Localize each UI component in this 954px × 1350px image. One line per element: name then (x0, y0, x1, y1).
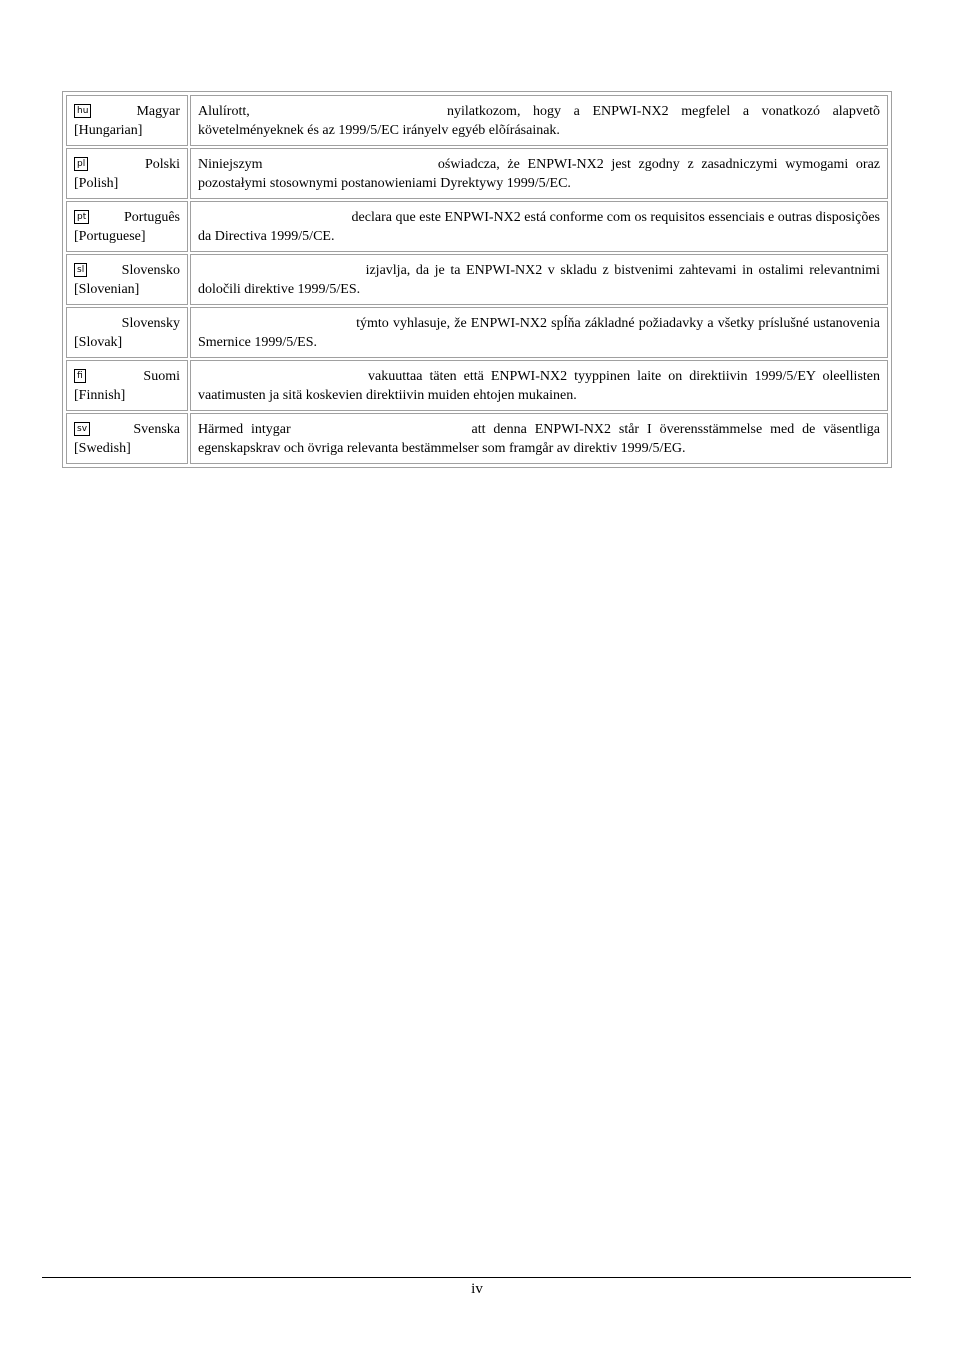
declaration-row (66, 201, 888, 252)
declaration-lead: Alulírott, (198, 104, 250, 119)
declaration-text-cell (190, 307, 888, 358)
flag-icon: sl (74, 263, 87, 277)
language-cell (66, 95, 188, 146)
declaration-row (66, 254, 888, 305)
language-english-name: [Slovak] (74, 335, 123, 350)
language-cell (66, 307, 188, 358)
declaration-rows (66, 95, 888, 464)
language-name: Português (124, 210, 180, 225)
language-english-name: [Polish] (74, 176, 119, 191)
language-name-line (74, 155, 180, 174)
language-name-line (74, 261, 180, 280)
declaration-table-grid (64, 93, 890, 466)
declaration-text-cell (190, 413, 888, 464)
language-name: Magyar (136, 104, 180, 119)
declaration-table (62, 91, 892, 468)
declaration-row (66, 413, 888, 464)
declaration-text: declara que este ENPWI-NX2 está conforme com os requisitos essenciais e outras disposições da Directiva 1999/5/CE. (198, 210, 881, 244)
language-english-name: [Finnish] (74, 388, 126, 403)
declaration-text: att denna ENPWI-NX2 står I överensstämmelse med de väsentliga egenskapskrav och övriga relevanta bestämmelser som framgår av direktiv 1999/5/EG. (198, 422, 881, 456)
language-cell (66, 360, 188, 411)
flag-icon: fi (74, 369, 86, 383)
language-english-name: [Portuguese] (74, 229, 146, 244)
flag-icon: pt (74, 210, 89, 224)
page-number: iv (471, 1281, 483, 1297)
language-name-line (74, 420, 180, 439)
language-cell (66, 201, 188, 252)
language-name: Slovensky (121, 316, 180, 331)
declaration-row (66, 148, 888, 199)
declaration-text-cell (190, 148, 888, 199)
language-name-line (74, 314, 180, 333)
language-cell (66, 254, 188, 305)
declaration-text: nyilatkozom, hogy a ENPWI-NX2 megfelel a vonatkozó alapvetõ követelményeknek és az 1999/5/EC irányelv egyéb elõírásainak. (198, 104, 881, 138)
language-english-name: [Hungarian] (74, 123, 143, 138)
footer-rule (42, 1277, 911, 1278)
declaration-lead: Härmed intygar (198, 422, 291, 437)
language-name: Suomi (143, 369, 180, 384)
declaration-text: vakuuttaa täten että ENPWI-NX2 tyyppinen laite on direktiivin 1999/5/EY oleellisten vaatimusten ja sitä koskevien direktiivin muiden ehtojen mukainen. (198, 369, 881, 403)
declaration-row (66, 95, 888, 146)
declaration-text-cell (190, 95, 888, 146)
flag-icon: pl (74, 157, 88, 171)
language-name-line (74, 102, 180, 121)
language-cell (66, 148, 188, 199)
language-english-name: [Slovenian] (74, 282, 140, 297)
declaration-text: oświadcza, że ENPWI-NX2 jest zgodny z zasadniczymi wymogami oraz pozostałymi stosownymi postanowieniami Dyrektywy 1999/5/EC. (198, 157, 880, 191)
language-english-name: [Swedish] (74, 441, 131, 456)
language-cell (66, 413, 188, 464)
flag-icon: hu (74, 104, 91, 118)
declaration-row (66, 360, 888, 411)
declaration-text: izjavlja, da je ta ENPWI-NX2 v skladu z bistvenimi zahtevami in ostalimi relevantnimi določili direktive 1999/5/ES. (198, 263, 880, 297)
declaration-text-cell (190, 201, 888, 252)
language-name: Polski (144, 157, 180, 172)
language-name: Slovensko (121, 263, 180, 278)
language-name: Svenska (133, 422, 180, 437)
flag-icon: sv (74, 422, 90, 436)
declaration-text-cell (190, 360, 888, 411)
language-name-line (74, 208, 180, 227)
declaration-text-cell (190, 254, 888, 305)
language-name-line (74, 367, 180, 386)
declaration-row (66, 307, 888, 358)
declaration-text: týmto vyhlasuje, že ENPWI-NX2 spĺňa základné požiadavky a všetky príslušné ustanovenia Smernice 1999/5/ES. (198, 316, 880, 350)
declaration-lead: Niniejszym (198, 157, 263, 172)
